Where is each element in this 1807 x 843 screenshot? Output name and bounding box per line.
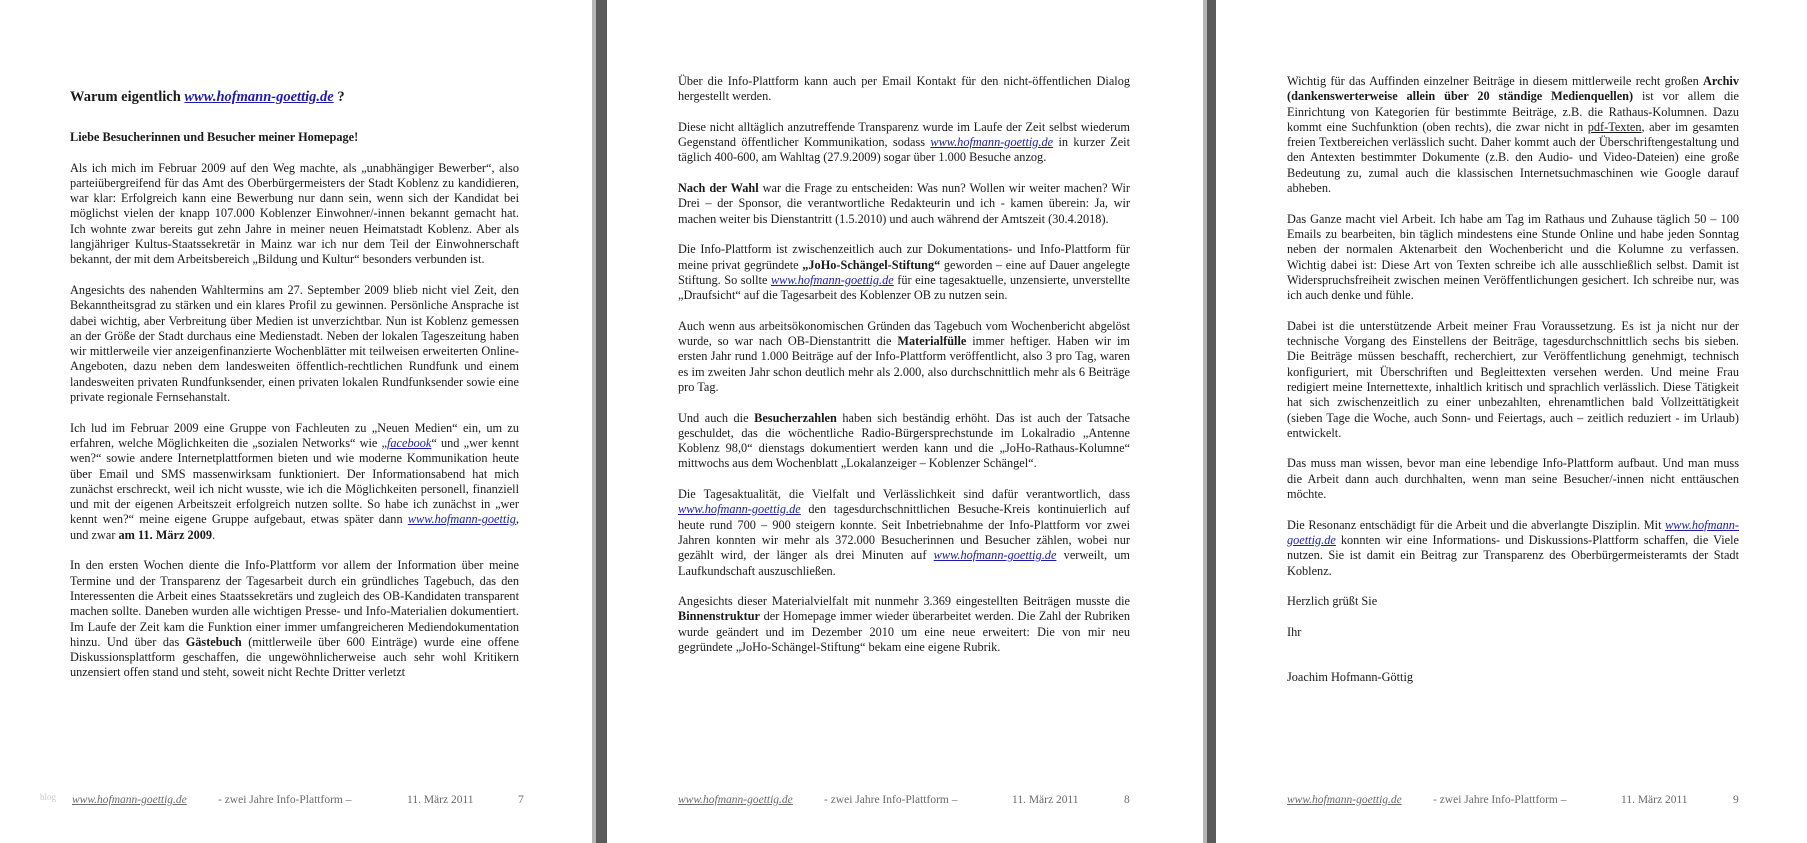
page-title: Warum eigentlich www.hofmann-goettig.de ? bbox=[70, 89, 345, 105]
facebook-link[interactable]: facebook bbox=[386, 435, 432, 450]
page-number: 8 bbox=[1124, 794, 1130, 806]
site-link[interactable]: www.hofmann-goettig.de bbox=[930, 135, 1054, 150]
greeting: Liebe Besucherinnen und Besucher meiner Homepage! bbox=[70, 130, 359, 144]
signature: Joachim Hofmann-Göttig bbox=[1287, 669, 1414, 684]
page-number: 7 bbox=[518, 794, 524, 806]
site-link[interactable]: www.hofmann-goettig.de bbox=[678, 502, 801, 517]
footer-date: 11. März 2011 bbox=[1621, 794, 1688, 806]
page-body bbox=[1287, 74, 1739, 685]
paragraph: In den ersten Wochen diente die Info-Plattform vor allem der Information über meine Termine und der Transparenz der Tagesarbeit durch ein gründliches Tagebuch, das den Interessenten die Arbeit eines Staatssekretärs und zugleich des OB-Kandidaten transparent machen sollte. Daneben wurden alle wichtigen Presse- und Info-Materialien dokumentiert. Im Laufe der Zeit kam die Funktion einer immer umfangreicheren Mediendokumentation hinzu. Und über das Gästebuch (mittlerweile über 600 Einträge) wurde eine offene Diskussionsplattform geschaffen, die ungewöhnlicherweise auch sehr wohl Kritikern unzensiert offen stand und steht, soweit nicht Rechte Dritter verletzt bbox=[70, 558, 519, 680]
paragraph: Diese nicht alltäglich anzutreffende Transparenz wurde im Laufe der Zeit selbst wiederum Gegenstand öffentlicher Kommunikation, sodass www.hofmann-goettig.de in kurzer Zeit täglich 400-600, am Wahltag (27.9.2009) sogar über 1.000 Besuche anzog. bbox=[678, 119, 1130, 165]
site-link[interactable]: www.hofmann-goettig.de bbox=[933, 548, 1057, 563]
paragraph: Auch wenn aus arbeitsökonomischen Gründen das Tagebuch vom Wochenbericht abgelöst wurde, so war nach OB-Dienstantritt die Materialfülle immer heftiger. Haben wir im ersten Jahr rund 1.000 Beiträge auf der Info-Plattform veröffentlicht, also 3 pro Tag, waren es im zweiten Jahr schon deutlich mehr als 2.000, also durchschnittlich mehr als 6 Beiträge pro Tag. bbox=[678, 318, 1130, 394]
paragraph: Die Resonanz entschädigt für die Arbeit und die abverlangte Disziplin. Mit www.hofmann-goettig.de konnten wir eine Informations- und Diskussions-Plattform schaffen, die Viele nutzen. Sie ist damit ein Beitrag zur Transparenz des Oberbürgermeisteramts der Stadt Koblenz. bbox=[1287, 517, 1739, 578]
footer-link[interactable]: www.hofmann-goettig.de bbox=[678, 794, 793, 806]
footer-date: 11. März 2011 bbox=[407, 794, 474, 806]
footer-title: - zwei Jahre Info-Plattform – bbox=[824, 794, 958, 806]
document-page-7 bbox=[0, 0, 592, 843]
closing: Herzlich grüßt Sie bbox=[1287, 594, 1378, 609]
closing-ihr: Ihr bbox=[1287, 624, 1302, 639]
footer-title: - zwei Jahre Info-Plattform – bbox=[218, 794, 352, 806]
paragraph: Über die Info-Plattform kann auch per Email Kontakt für den nicht-öffentlichen Dialog hergestellt werden. bbox=[678, 74, 1130, 104]
title-link[interactable]: www.hofmann-goettig.de bbox=[184, 89, 334, 105]
page-body bbox=[678, 74, 1130, 655]
paragraph: Das muss man wissen, bevor man eine lebendige Info-Plattform aufbaut. Und man muss die Arbeit dann auch durchhalten, wenn man seine Besucher/-innen nicht enttäuschen möchte. bbox=[1287, 456, 1739, 502]
paragraph: Und auch die Besucherzahlen haben sich beständig erhöht. Das ist auch der Tatsache geschuldet, das die wöchentliche Radio-Bürgersprechstunde im Lokalradio „Antenne Koblenz 98,0“ dienstags dokumentiert werden kann und die „JoHo-Rathaus-Kolumne“ mittwochs aus dem Wochenblatt „Lokalanzeiger – Koblenzer Schängel“. bbox=[678, 410, 1130, 471]
footer-title: - zwei Jahre Info-Plattform – bbox=[1433, 794, 1567, 806]
site-link[interactable]: www.hofmann-goettig bbox=[407, 512, 516, 527]
site-link[interactable]: www.hofmann-goettig.de bbox=[770, 272, 894, 287]
page-shadow bbox=[1203, 0, 1207, 843]
paragraph: Das Ganze macht viel Arbeit. Ich habe am Tag im Rathaus und Zuhause täglich 50 – 100 Emails zu bearbeiten, bin täglich mindestens eine Stunde Online und habe jeden Sonntag neben der normalen Aktenarbeit den Wochenbericht und die Kolumne zu verfassen. Wichtig dabei ist: Diese Art von Texten schreibe ich alle ausschließlich selbst. Damit ist Widerspruchsfreiheit zwischen meinen Veröffentlichungen gesichert. Ich schreibe nur, was ich auch denke und fühle. bbox=[1287, 211, 1739, 303]
paragraph: Ich lud im Februar 2009 eine Gruppe von Fachleuten zu „Neuen Medien“ ein, um zu erfahren, welche Möglichkeiten die „sozialen Networks“ wie „facebook“ und „wer kennt wen?“ sowie andere Internetplattformen bieten und wie moderne Kommunikation heute über Email und SMS massenwirksam funktioniert. Der Informationsabend hat mich zunächst erschreckt, weil ich nicht wusste, wie ich die Möglichkeiten personell, finanziell und mit der eigenen Arbeitszeit erfolgreich nutzen sollte. So habe ich zunächst in „wer kennt wen?“ meine eigene Gruppe aufgebaut, etwas später dann www.hofmann-goettig, und zwar am 11. März 2009. bbox=[70, 420, 519, 542]
paragraph: Nach der Wahl war die Frage zu entscheiden: Was nun? Wollen wir weiter machen? Wir Drei – der Sponsor, die verantwortliche Redakteurin und ich - kamen überein: Ja, wir machen weiter bis Dienstantritt (1.5.2010) und auch während der Amtszeit (30.4.2018). bbox=[678, 181, 1130, 226]
footer-date: 11. März 2011 bbox=[1012, 794, 1079, 806]
document-page-8 bbox=[607, 0, 1203, 843]
footer-link[interactable]: www.hofmann-goettig.de bbox=[1287, 794, 1402, 806]
paragraph: Die Info-Plattform ist zwischenzeitlich auch zur Dokumentations- und Info-Plattform für meine privat gegründete „JoHo-Schängel-Stiftung“ geworden – eine auf Dauer angelegte Stiftung. So sollte www.hofmann-goettig.de für eine tagesaktuelle, unzensierte, unverstellte „Draufsicht“ auf die Tagesarbeit des Koblenzer OB zu nutzen sein. bbox=[678, 242, 1130, 303]
paragraph: Wichtig für das Auffinden einzelner Beiträge in diesem mittlerweile recht großen Archiv (dankenswerterweise allein über 20 ständige Medienquellen) ist vor allem die Einrichtung von Kategorien für bestimmte Beiträge, z.B. die Rathaus-Kolumnen. Dazu kommt eine Suchfunktion (oben rechts), die zwar nicht in pdf-Texten, aber im gesamten freien Textbereichen verlässlich sucht. Daher kommt auch der Überschriftengestaltung und den Antexten bestimmter Dokumente (z.B. den Audio- und Video-Dateien) eine große Bedeutung zu, zumal auch die klassischen Internetsuchmaschinen wie Google darauf abheben. bbox=[1287, 74, 1739, 196]
site-link[interactable]: www.hofmann-goettig.de bbox=[1287, 517, 1739, 547]
document-page-9 bbox=[1216, 0, 1807, 843]
page-number: 9 bbox=[1733, 794, 1739, 806]
paragraph: Als ich mich im Februar 2009 auf den Weg machte, als „unabhängiger Bewerber“, also parteiübergreifend für das Amt des Oberbürgermeisters der Stadt Koblenz zu kandidieren, war klar: Erfolgreich kann eine Bewerbung nur dann sein, wenn sich der Kandidat bei möglichst vielen der knapp 107.000 Koblenzer Einwohner/-innen bekannt gemacht hat. Ich wohnte zwar bereits gut zehn Jahre in meiner neuen Heimatstadt Koblenz. Aber als langjähriger Kultus-Staatssekretär in Mainz war ich nur dem Teil der Einwohnerschaft bekannt, der mit dem Arbeitsbereich „Bildung und Kultur“ besonders verbunden ist. bbox=[70, 160, 519, 267]
watermark: blog bbox=[40, 792, 57, 802]
page-shadow bbox=[592, 0, 596, 843]
paragraph: Angesichts des nahenden Wahltermins am 27. September 2009 blieb nicht viel Zeit, den Bekanntheitsgrad zu stärken und ein klares Profil zu gewinnen. Persönliche Ansprache ist dabei wichtig, aber Verbreitung über Medien ist unverzichtbar. Nun ist Koblenz gemessen an der Größe der Stadt durchaus eine Medienstadt. Neben der lokalen Tageszeitung haben wir mittlerweile vier anzeigenfinanzierte Wochenblätter mit teilweisen erweiterten Online-Angeboten, dazu neben dem landesweiten öffentlich-rechtlichen Rundfunk und einem landesweiten privaten Rundfunksender, einen privaten lokalen Rundfunksender sowie eine private regionale Fernsehanstalt. bbox=[70, 282, 519, 405]
paragraph: Die Tagesaktualität, die Vielfalt und Verlässlichkeit sind dafür verantwortlich, dass www.hofmann-goettig.de den tagesdurchschnittlichen Besuche-Kreis kontinuierlich auf heute rund 700 – 900 steigern konnte. Seit Inbetriebnahme der Info-Plattform vor zwei Jahren konnten wir mehr als 372.000 Besucherinnen und Besucher zählen, wobei nur gezählt wird, der länger als drei Minuten auf www.hofmann-goettig.de verweilt, um Laufkundschaft auszuschließen. bbox=[678, 487, 1130, 578]
page-body bbox=[70, 88, 519, 681]
paragraph: Angesichts dieser Materialvielfalt mit nunmehr 3.369 eingestellten Beiträgen musste die Binnenstruktur der Homepage immer wieder überarbeitet werden. Die Zahl der Rubriken wurde geändert und im Dezember 2010 um eine neue erweitert: Die von mir neu gegründete „JoHo-Schängel-Stiftung“ bekam eine eigene Rubrik. bbox=[678, 594, 1130, 654]
footer-link[interactable]: www.hofmann-goettig.de bbox=[72, 794, 187, 806]
paragraph: Dabei ist die unterstützende Arbeit meiner Frau Voraussetzung. Es ist ja nicht nur der technische Vorgang des Einstellens der Beiträge, tagesdurchschnittlich sechs bis sieben. Die Beiträge müssen beschafft, recherchiert, zur Veröffentlichung genehmigt, technisch konfiguriert, mit Überschriften und Begleittexten versehen werden. Und meine Frau redigiert meine Internettexte, inhaltlich kritisch und sprachlich verlässlich. Diese Tätigkeit hat sich zwischenzeitlich zu einer unbezahlten, ehrenamtlichen bald Vollzeittätigkeit (sieben Tage die Woche, auch Sonn- und Feiertags, auch – zeitlich reduziert - im Urlaub) entwickelt. bbox=[1287, 318, 1739, 440]
